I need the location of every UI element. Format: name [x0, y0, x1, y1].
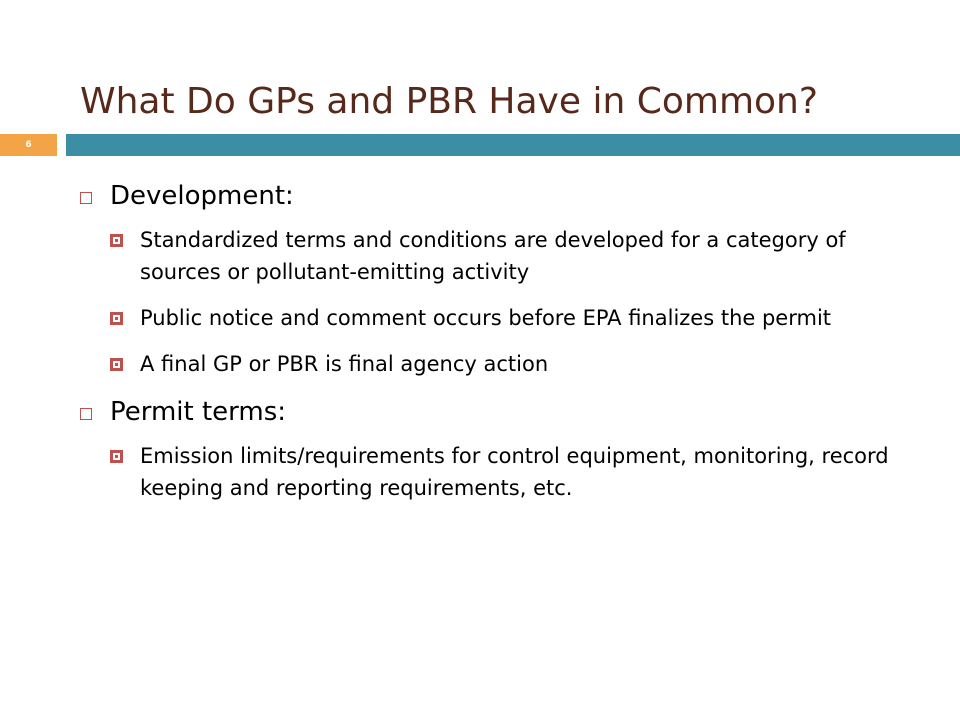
slide-content [80, 178, 920, 518]
slide-title: What Do GPs and PBR Have in Common? [80, 81, 818, 122]
list-item [110, 302, 920, 334]
list-item [110, 440, 920, 504]
permit-terms-items [80, 440, 920, 504]
square-bullet-icon [110, 312, 123, 325]
square-bullet-icon [110, 450, 123, 463]
development-items [80, 224, 920, 380]
square-bullet-icon [80, 192, 92, 204]
square-bullet-icon [80, 408, 92, 420]
section-heading-text: Development: [110, 181, 294, 211]
list-item-text: Emission limits/requirements for control equipment, monitoring, record keeping and reporting requirements, etc. [140, 444, 889, 500]
section-heading-development [80, 178, 920, 214]
section-heading-text: Permit terms: [110, 397, 287, 427]
list-item [110, 224, 920, 288]
section-heading-permit-terms [80, 394, 920, 430]
title-divider-bar [66, 134, 960, 156]
list-item-text: A final GP or PBR is final agency action [140, 352, 549, 376]
square-bullet-icon [110, 234, 123, 247]
list-item-text: Standardized terms and conditions are developed for a category of sources or pollutant-emitting activity [140, 228, 846, 284]
list-item-text: Public notice and comment occurs before EPA finalizes the permit [140, 306, 832, 330]
square-bullet-icon [110, 358, 123, 371]
list-item [110, 348, 920, 380]
slide-number: 6 [0, 134, 57, 156]
